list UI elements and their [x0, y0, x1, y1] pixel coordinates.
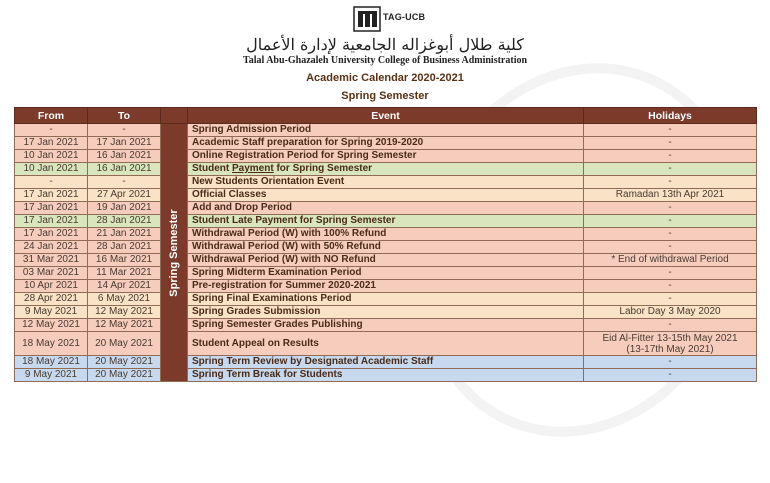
to-date: 12 May 2021 — [88, 319, 161, 332]
holiday-cell — [584, 124, 757, 137]
to-date: 20 May 2021 — [88, 356, 161, 369]
semester-side-label: Spring Semester — [168, 208, 180, 297]
column-header-to: To — [88, 108, 161, 124]
to-date: - — [88, 176, 161, 189]
event-name: New Students Orientation Event — [188, 176, 584, 189]
from-date: 17 Jan 2021 — [15, 137, 88, 150]
table-row — [15, 189, 757, 202]
holiday-cell — [584, 241, 757, 254]
to-date: 6 May 2021 — [88, 293, 161, 306]
from-date: 10 Apr 2021 — [15, 280, 88, 293]
holiday-cell — [584, 137, 757, 150]
to-date: 16 Mar 2021 — [88, 254, 161, 267]
holiday-text: - — [668, 124, 672, 135]
holiday-text: Eid Al-Fitter 13-15th May 2021 — [602, 332, 738, 344]
table-row — [15, 319, 757, 332]
table-row — [15, 356, 757, 369]
event-name: Pre-registration for Summer 2020-2021 — [188, 280, 584, 293]
table-row — [15, 163, 757, 176]
holiday-text: - — [668, 202, 672, 213]
holiday-text: - — [668, 176, 672, 187]
event-name: Official Classes — [188, 189, 584, 202]
to-date: 27 Apr 2021 — [88, 189, 161, 202]
table-row — [15, 124, 757, 137]
event-name: Spring Semester Grades Publishing — [188, 319, 584, 332]
table-row — [15, 137, 757, 150]
holiday-text: Ramadan 13th Apr 2021 — [615, 189, 725, 200]
table-header-row — [15, 108, 757, 124]
event-name: Add and Drop Period — [188, 202, 584, 215]
event-name: Spring Admission Period — [188, 124, 584, 137]
event-name: Spring Term Review by Designated Academic Staff — [188, 356, 584, 369]
from-date: - — [15, 124, 88, 137]
from-date: 17 Jan 2021 — [15, 202, 88, 215]
table-row — [15, 293, 757, 306]
holiday-cell — [584, 176, 757, 189]
holiday-cell — [584, 332, 757, 356]
table-row — [15, 215, 757, 228]
from-date: 17 Jan 2021 — [15, 189, 88, 202]
logo-text: TAG-UCB — [383, 12, 426, 22]
holiday-text: - — [668, 280, 672, 291]
to-date: 11 Mar 2021 — [88, 267, 161, 280]
calendar-table — [14, 107, 757, 382]
table-row — [15, 176, 757, 189]
to-date: 14 Apr 2021 — [88, 280, 161, 293]
holiday-text: - — [668, 293, 672, 304]
calendar-body — [15, 124, 757, 382]
event-text-underlined: Payment — [232, 163, 274, 174]
table-row — [15, 280, 757, 293]
event-name: Withdrawal Period (W) with 50% Refund — [188, 241, 584, 254]
holiday-text: Labor Day 3 May 2020 — [619, 306, 721, 317]
college-name-arabic: كلية طلال أبوغزاله الجامعية لإدارة الأعمال — [246, 35, 524, 54]
holiday-cell — [584, 254, 757, 267]
event-name: Withdrawal Period (W) with 100% Refund — [188, 228, 584, 241]
holiday-cell — [584, 150, 757, 163]
to-date: 12 May 2021 — [88, 306, 161, 319]
to-date: 19 Jan 2021 — [88, 202, 161, 215]
from-date: 10 Jan 2021 — [15, 150, 88, 163]
table-row — [15, 332, 757, 356]
holiday-text: * End of withdrawal Period — [611, 254, 729, 265]
column-header-side — [161, 108, 188, 124]
to-date: 28 Jan 2021 — [88, 241, 161, 254]
holiday-cell — [584, 319, 757, 332]
document-header — [0, 0, 770, 108]
table-row — [15, 369, 757, 382]
from-date: 28 Apr 2021 — [15, 293, 88, 306]
from-date: 9 May 2021 — [15, 306, 88, 319]
from-date: 17 Jan 2021 — [15, 215, 88, 228]
college-name-english: Talal Abu-Ghazaleh University College of Business Administration — [242, 55, 528, 66]
from-date: 24 Jan 2021 — [15, 241, 88, 254]
holiday-text: - — [668, 228, 672, 239]
table-row — [15, 267, 757, 280]
tag-logo-icon — [353, 6, 381, 32]
holiday-cell — [584, 356, 757, 369]
holiday-cell — [584, 189, 757, 202]
to-date: 20 May 2021 — [88, 332, 161, 356]
table-row — [15, 254, 757, 267]
holiday-cell — [584, 293, 757, 306]
holiday-text: - — [668, 356, 672, 367]
holiday-text: - — [668, 267, 672, 278]
from-date: 03 Mar 2021 — [15, 267, 88, 280]
table-row — [15, 306, 757, 319]
holiday-text: - — [668, 319, 672, 330]
holiday-cell — [584, 163, 757, 176]
to-date: - — [88, 124, 161, 137]
event-text-post: for Spring Semester — [273, 163, 373, 174]
holiday-cell — [584, 215, 757, 228]
event-name: Withdrawal Period (W) with NO Refund — [188, 254, 584, 267]
holiday-cell — [584, 228, 757, 241]
column-header-holidays: Holidays — [584, 108, 757, 124]
event-text-pre: Student — [192, 163, 232, 174]
holiday-text: - — [668, 150, 672, 161]
holiday-cell — [584, 267, 757, 280]
semester-side-label-cell — [161, 124, 188, 382]
holiday-text: - — [668, 163, 672, 174]
holiday-cell — [584, 306, 757, 319]
event-name: Academic Staff preparation for Spring 2019-2020 — [188, 137, 584, 150]
holiday-cell — [584, 369, 757, 382]
table-row — [15, 228, 757, 241]
event-name: Spring Term Break for Students — [188, 369, 584, 382]
event-name — [188, 163, 584, 176]
column-header-from: From — [15, 108, 88, 124]
from-date: 9 May 2021 — [15, 369, 88, 382]
holiday-text-secondary: (13-17th May 2021) — [626, 343, 714, 355]
holiday-cell — [584, 280, 757, 293]
event-name: Spring Midterm Examination Period — [188, 267, 584, 280]
to-date: 21 Jan 2021 — [88, 228, 161, 241]
from-date: 18 May 2021 — [15, 332, 88, 356]
page-title: Academic Calendar 2020-2021 — [306, 72, 464, 84]
event-name: Spring Grades Submission — [188, 306, 584, 319]
from-date: 17 Jan 2021 — [15, 228, 88, 241]
table-row — [15, 241, 757, 254]
event-name: Online Registration Period for Spring Semester — [188, 150, 584, 163]
table-row — [15, 202, 757, 215]
event-name: Student Late Payment for Spring Semester — [188, 215, 584, 228]
from-date: 18 May 2021 — [15, 356, 88, 369]
to-date: 16 Jan 2021 — [88, 163, 161, 176]
table-row — [15, 150, 757, 163]
page-subtitle: Spring Semester — [341, 90, 429, 102]
to-date: 20 May 2021 — [88, 369, 161, 382]
event-name: Spring Final Examinations Period — [188, 293, 584, 306]
from-date: - — [15, 176, 88, 189]
to-date: 16 Jan 2021 — [88, 150, 161, 163]
holiday-text: - — [668, 215, 672, 226]
holiday-text: - — [668, 137, 672, 148]
from-date: 12 May 2021 — [15, 319, 88, 332]
holiday-text: - — [668, 241, 672, 252]
from-date: 10 Jan 2021 — [15, 163, 88, 176]
column-header-event: Event — [188, 108, 584, 124]
event-name: Student Appeal on Results — [188, 332, 584, 356]
holiday-text: - — [668, 369, 672, 380]
holiday-cell — [584, 202, 757, 215]
from-date: 31 Mar 2021 — [15, 254, 88, 267]
to-date: 17 Jan 2021 — [88, 137, 161, 150]
to-date: 28 Jan 2021 — [88, 215, 161, 228]
